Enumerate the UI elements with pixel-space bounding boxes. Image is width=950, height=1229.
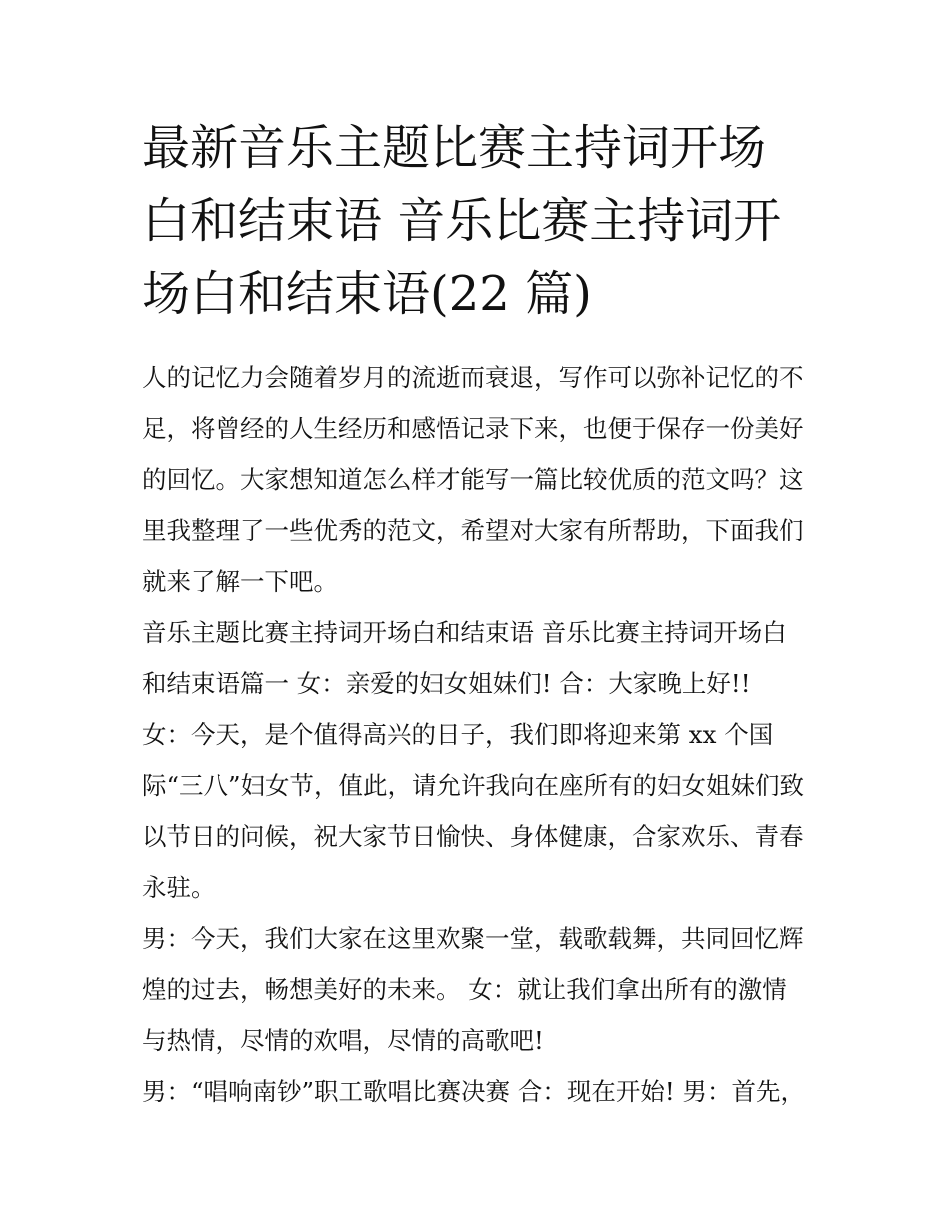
text-line: 男：今天，我们大家在这里欢聚一堂，载歌载舞，共同回忆辉 [142, 924, 804, 953]
text-line: 女：今天，是个值得高兴的日子，我们即将迎来第 xx 个国 [142, 720, 774, 749]
text-line: 的回忆。大家想知道怎么样才能写一篇比较优质的范文吗？这 [142, 465, 804, 494]
text-line: 人的记忆力会随着岁月的流逝而衰退，写作可以弥补记忆的不 [142, 363, 804, 392]
document-content [142, 112, 814, 1117]
title-line-3: 场白和结束语(22 篇) [142, 266, 592, 322]
paragraph-female-host [142, 709, 814, 913]
text-line: 与热情，尽情的欢唱，尽情的高歌吧! [142, 1026, 544, 1055]
document-body [142, 352, 814, 1117]
paragraph-section-heading [142, 607, 814, 709]
text-line: 以节日的问候，祝大家节日愉快、身体健康，合家欢乐、青春 [142, 822, 804, 851]
text-line: 里我整理了一些优秀的范文，希望对大家有所帮助，下面我们 [142, 516, 804, 545]
text-line: 足，将曾经的人生经历和感悟记录下来，也便于保存一份美好 [142, 414, 804, 443]
text-line: 男：“唱响南钞”职工歌唱比赛决赛 合：现在开始! 男：首先， [142, 1077, 805, 1106]
title-line-2: 白和结束语 音乐比赛主持词开 [142, 193, 782, 249]
paragraph-male-host [142, 913, 814, 1066]
title-line-1: 最新音乐主题比赛主持词开场 [142, 120, 767, 176]
text-line: 和结束语篇一 女：亲爱的妇女姐妹们! 合：大家晚上好!! [142, 669, 751, 698]
document-title [142, 112, 814, 331]
text-line: 就来了解一下吧。 [142, 567, 338, 596]
text-line: 音乐主题比赛主持词开场白和结束语 音乐比赛主持词开场白 [142, 618, 787, 647]
paragraph-intro [142, 352, 814, 607]
text-line: 际“三八”妇女节，值此，请允许我向在座所有的妇女姐妹们致 [142, 771, 805, 800]
text-line: 永驻。 [142, 873, 216, 902]
paragraph-opening [142, 1066, 814, 1117]
text-line: 煌的过去，畅想美好的未来。 女：就让我们拿出所有的激情 [142, 975, 787, 1004]
